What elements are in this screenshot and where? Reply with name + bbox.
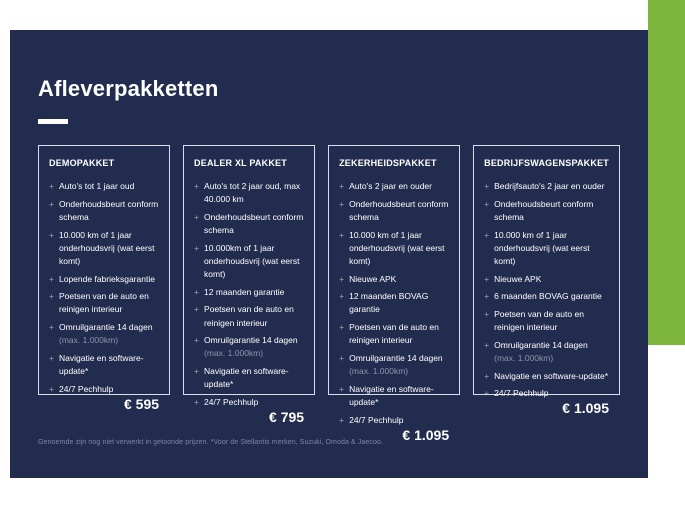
plus-icon: + (49, 181, 54, 191)
package-item-text: Lopende fabrieksgarantie (59, 273, 155, 284)
package-item-text: Onderhoudsbeurt conform schema (204, 211, 304, 236)
package-item (339, 229, 449, 269)
package-item-text: Poetsen van de auto en reinigen interieur (204, 304, 294, 328)
package-item (194, 211, 304, 237)
package-card (328, 145, 460, 443)
package-title: DEALER XL PAKKET (194, 158, 287, 168)
package-title: ZEKERHEIDSPAKKET (339, 158, 437, 168)
package-item (49, 273, 159, 286)
package-item (339, 273, 449, 286)
plus-icon: + (49, 198, 54, 209)
package-items (194, 180, 304, 409)
footnote: Genoemde zijn nog niet verwerkt in getoonde prijzen. *Voor de Stellantis merken, Suzuki, Omoda & Jaecoo. (38, 439, 384, 446)
package-item-text: 10.000 km of 1 jaar onderhoudsvrij (wat eerst komt) (59, 229, 155, 266)
package-item (339, 180, 449, 193)
package-item (339, 383, 449, 409)
package-item-note: (max. 1.000km) (204, 348, 264, 359)
package-item-text: Onderhoudsbeurt conform schema (349, 198, 449, 222)
package-item (194, 396, 304, 409)
plus-icon: + (484, 370, 490, 381)
package-item-text: 24/7 Pechhulp (494, 388, 549, 399)
package-item-text: 10.000km of 1 jaar onderhoudsvrij (wat eerst komt) (204, 242, 300, 280)
package-item (339, 414, 449, 427)
plus-icon: + (49, 229, 54, 240)
plus-icon: + (484, 308, 490, 319)
package-item-text: Onderhoudsbeurt conform schema (59, 198, 159, 222)
package-price: € 1.095 (402, 426, 450, 443)
package-item (484, 229, 609, 269)
slide (10, 30, 648, 478)
package-item-text: 10.000 km of 1 jaar onderhoudsvrij (wat eerst komt) (349, 229, 445, 266)
package-item-text: Navigatie en software-update* (349, 383, 434, 407)
package-item (194, 365, 304, 391)
package-item-text: Auto's 2 jaar en ouder (349, 181, 432, 191)
plus-icon: + (484, 339, 490, 350)
package-item-text: Bedrijfsauto's 2 jaar en ouder (494, 181, 605, 191)
package-item-text: 12 maanden garantie (204, 286, 285, 297)
package-item-text: Auto's tot 2 jaar oud, max 40.000 km (204, 181, 301, 205)
package-item (194, 180, 304, 206)
package-item-text: Omruilgarantie 14 dagen (max. 1.000km) (59, 321, 153, 347)
package-title: BEDRIJFSWAGENSPAKKET (484, 158, 609, 168)
green-accent-stripe (648, 0, 685, 345)
package-item (49, 352, 159, 378)
package-item (339, 198, 449, 224)
package-item (194, 334, 304, 360)
package-item (194, 286, 304, 299)
plus-icon: + (339, 291, 345, 302)
package-item-text: Onderhoudsbeurt conform schema (494, 198, 594, 222)
plus-icon: + (484, 229, 490, 240)
package-item (339, 352, 449, 378)
package-item-text: Poetsen van de auto en reinigen interieur (59, 291, 149, 315)
plus-icon: + (49, 273, 54, 284)
package-item (339, 321, 449, 347)
package-item-text: Omruilgarantie 14 dagen (max. 1.000km) (204, 334, 298, 360)
plus-icon: + (339, 198, 345, 209)
plus-icon: + (484, 181, 490, 191)
package-item-text: Nieuwe APK (494, 273, 542, 284)
package-items (339, 180, 449, 427)
package-card (183, 145, 315, 426)
plus-icon: + (194, 181, 200, 191)
package-item-text: Navigatie en software-update* (204, 366, 289, 390)
package-item-note: (max. 1.000km) (494, 352, 554, 363)
plus-icon: + (484, 291, 490, 302)
plus-icon: + (194, 242, 200, 253)
package-item (484, 387, 609, 400)
plus-icon: + (339, 414, 345, 425)
plus-icon: + (194, 396, 200, 407)
package-item-text: 12 maanden BOVAG garantie (349, 291, 429, 315)
package-item-text: Omruilgarantie 14 dagen (max. 1.000km) (494, 339, 588, 365)
package-item-text: 10.000 km of 1 jaar onderhoudsvrij (wat eerst komt) (494, 229, 590, 266)
package-items (49, 180, 159, 396)
package-item-text: Omruilgarantie 14 dagen (max. 1.000km) (349, 352, 443, 378)
package-items (484, 180, 609, 400)
package-price: € 795 (269, 409, 305, 426)
title-underline (38, 119, 68, 124)
package-item (484, 308, 609, 334)
package-item-note: (max. 1.000km) (349, 366, 409, 377)
plus-icon: + (49, 383, 54, 394)
plus-icon: + (484, 198, 490, 209)
package-item-text: 24/7 Pechhulp (59, 383, 114, 394)
package-item-text: Navigatie en software-update* (59, 352, 144, 377)
page-title: Afleverpakketten (38, 76, 219, 101)
plus-icon: + (484, 388, 490, 399)
plus-icon: + (339, 181, 345, 191)
package-item-note: (max. 1.000km) (59, 335, 119, 346)
package-item-text: Navigatie en software-update* (494, 370, 609, 381)
package-card (473, 145, 620, 417)
plus-icon: + (339, 229, 345, 240)
package-price: € 595 (124, 395, 160, 412)
package-item (49, 180, 159, 193)
plus-icon: + (339, 352, 345, 363)
package-price: € 1.095 (562, 400, 609, 417)
package-item (484, 180, 609, 193)
package-item (49, 321, 159, 347)
package-item (49, 290, 159, 316)
package-item (339, 290, 449, 316)
package-item-text: 6 maanden BOVAG garantie (494, 291, 602, 302)
plus-icon: + (194, 304, 200, 315)
package-item (194, 242, 304, 282)
package-item-text: 24/7 Pechhulp (349, 414, 404, 425)
package-card (38, 145, 170, 412)
package-item (49, 383, 159, 396)
package-item (484, 290, 609, 303)
package-item-text: Poetsen van de auto en reinigen interieur (494, 308, 584, 333)
plus-icon: + (339, 273, 345, 284)
package-item-text: 24/7 Pechhulp (204, 396, 259, 407)
package-item (194, 303, 304, 329)
plus-icon: + (194, 335, 200, 346)
package-item (484, 339, 609, 365)
package-item-text: Nieuwe APK (349, 273, 397, 284)
package-item (484, 273, 609, 286)
plus-icon: + (194, 366, 200, 377)
plus-icon: + (49, 322, 54, 333)
package-item (49, 198, 159, 224)
plus-icon: + (194, 211, 200, 222)
plus-icon: + (194, 286, 200, 297)
plus-icon: + (484, 273, 490, 284)
package-title: DEMOPAKKET (49, 158, 115, 168)
package-item-text: Poetsen van de auto en reinigen interieur (349, 322, 439, 346)
package-item (484, 370, 609, 383)
package-item (49, 229, 159, 269)
package-item-text: Auto's tot 1 jaar oud (59, 181, 135, 191)
plus-icon: + (339, 322, 345, 333)
plus-icon: + (49, 352, 54, 363)
package-item (484, 198, 609, 224)
plus-icon: + (339, 383, 345, 394)
plus-icon: + (49, 291, 54, 302)
